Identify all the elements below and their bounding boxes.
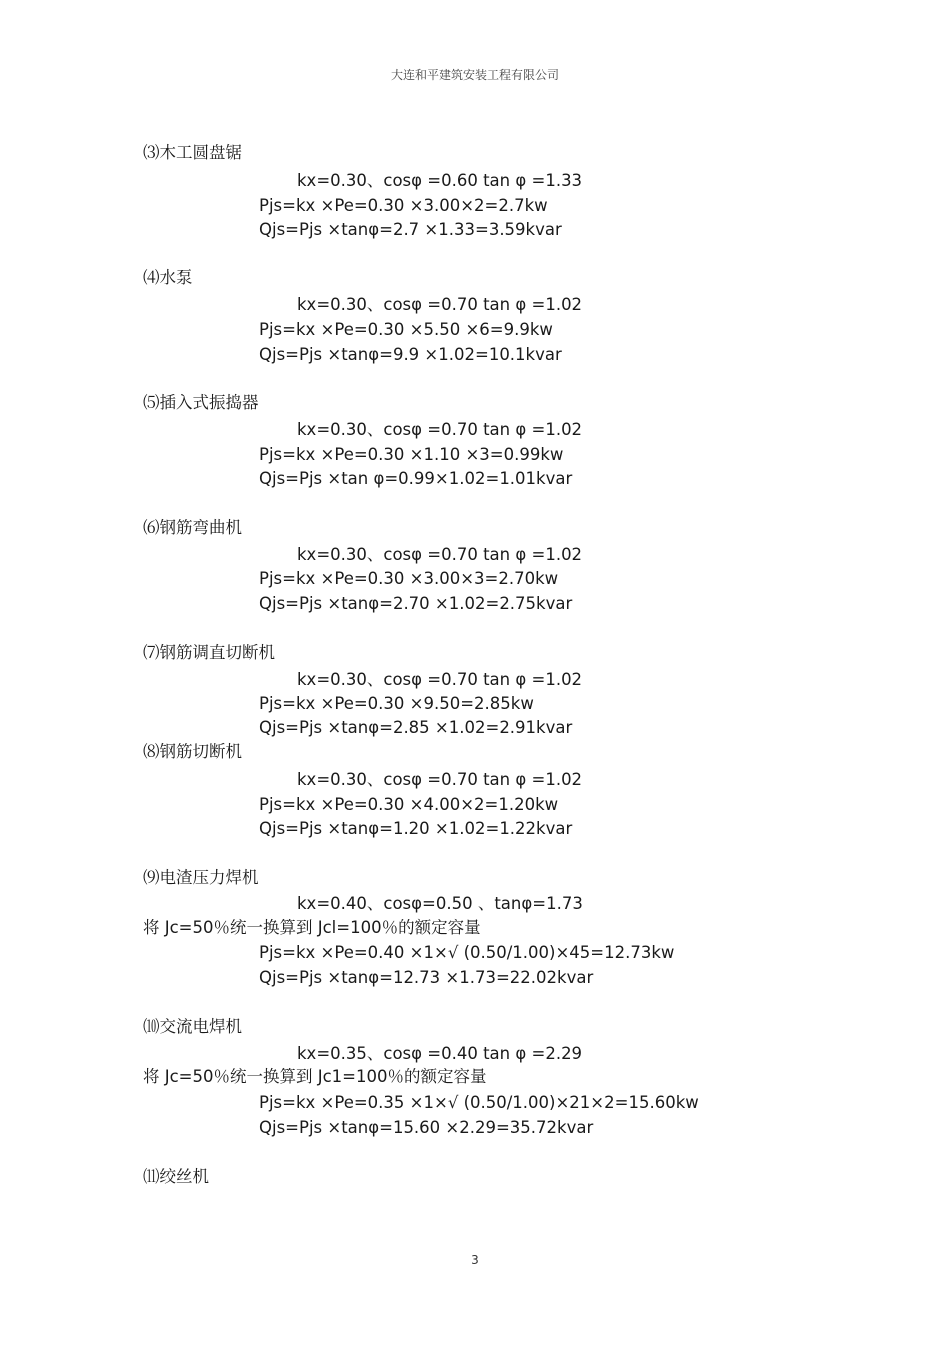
pjs-line: Pjs=kx ×Pe=0.30 ×9.50=2.85kw [259, 694, 534, 713]
coefficient-line: kx=0.40、cosφ=0.50 、tanφ=1.73 [297, 894, 583, 913]
coefficient-line: kx=0.30、cosφ =0.70 tan φ =1.02 [297, 420, 583, 439]
section-title: ⑽交流电焊机 [143, 1017, 242, 1036]
qjs-line: Qjs=Pjs ×tanφ=12.73 ×1.73=22.02kvar [259, 968, 594, 987]
section-title: ⑻钢筋切断机 [143, 742, 242, 761]
coefficient-line: kx=0.35、cosφ =0.40 tan φ =2.29 [297, 1044, 583, 1063]
section-title: ⑺钢筋调直切断机 [143, 643, 275, 662]
qjs-line: Qjs=Pjs ×tanφ=2.7 ×1.33=3.59kvar [259, 220, 562, 239]
pjs-line: Pjs=kx ×Pe=0.30 ×4.00×2=1.20kw [259, 795, 559, 814]
qjs-line: Qjs=Pjs ×tanφ=2.70 ×1.02=2.75kvar [259, 594, 573, 613]
qjs-line: Qjs=Pjs ×tan φ=0.99×1.02=1.01kvar [259, 469, 573, 488]
section-title: ⑶木工圆盘锯 [143, 143, 242, 162]
qjs-line: Qjs=Pjs ×tanφ=15.60 ×2.29=35.72kvar [259, 1118, 594, 1137]
conversion-note: 将 Jc=50％统一换算到 Jc1=100％的额定容量 [143, 1067, 487, 1086]
section-title: ⑹钢筋弯曲机 [143, 518, 242, 537]
coefficient-line: kx=0.30、cosφ =0.60 tan φ =1.33 [297, 171, 583, 190]
section-title: ⑷水泵 [143, 268, 193, 287]
pjs-line: Pjs=kx ×Pe=0.40 ×1×√ (0.50/1.00)×45=12.73kw [259, 943, 675, 962]
pjs-line: Pjs=kx ×Pe=0.30 ×3.00×3=2.70kw [259, 569, 559, 588]
section-title: ⑸插入式振捣器 [143, 393, 259, 412]
pjs-line: Pjs=kx ×Pe=0.30 ×1.10 ×3=0.99kw [259, 445, 564, 464]
page-header: 大连和平建筑安装工程有限公司 [390, 68, 559, 82]
pjs-line: Pjs=kx ×Pe=0.35 ×1×√ (0.50/1.00)×21×2=15.60kw [259, 1093, 699, 1112]
pjs-line: Pjs=kx ×Pe=0.30 ×3.00×2=2.7kw [259, 196, 548, 215]
conversion-note: 将 Jc=50％统一换算到 Jcl=100％的额定容量 [143, 918, 481, 937]
coefficient-line: kx=0.30、cosφ =0.70 tan φ =1.02 [297, 670, 583, 689]
section-title: ⑾绞丝机 [143, 1167, 209, 1186]
qjs-line: Qjs=Pjs ×tanφ=2.85 ×1.02=2.91kvar [259, 718, 573, 737]
coefficient-line: kx=0.30、cosφ =0.70 tan φ =1.02 [297, 295, 583, 314]
pjs-line: Pjs=kx ×Pe=0.30 ×5.50 ×6=9.9kw [259, 320, 553, 339]
section-title: ⑼电渣压力焊机 [143, 868, 259, 887]
page-number: 3 [471, 1253, 479, 1267]
qjs-line: Qjs=Pjs ×tanφ=1.20 ×1.02=1.22kvar [259, 819, 573, 838]
qjs-line: Qjs=Pjs ×tanφ=9.9 ×1.02=10.1kvar [259, 345, 562, 364]
coefficient-line: kx=0.30、cosφ =0.70 tan φ =1.02 [297, 545, 583, 564]
coefficient-line: kx=0.30、cosφ =0.70 tan φ =1.02 [297, 770, 583, 789]
